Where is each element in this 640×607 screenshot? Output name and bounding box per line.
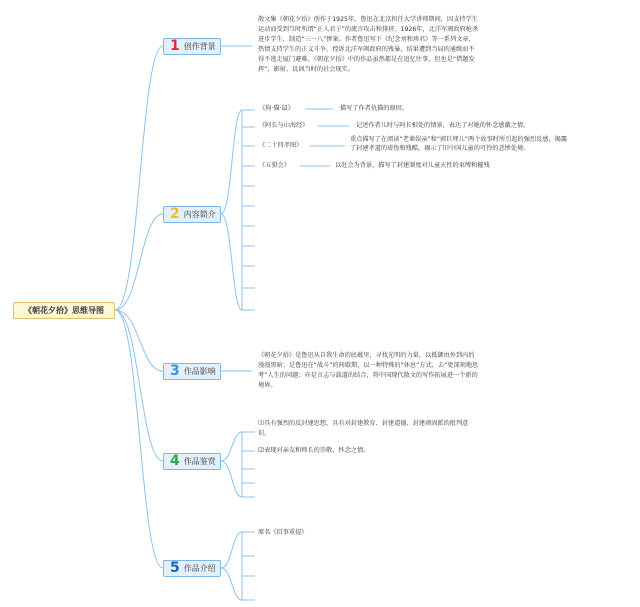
content-item-title: 《阿长与山海经》 [259,122,309,129]
branch-label: 作品鉴赏 [183,457,216,466]
content-item-desc: 记述作者儿时与阿长相处的情景，表达了对她的怀念感激之情。 [356,122,530,129]
introduction-item: 原名《旧事重提》 [258,529,308,536]
branch-number: 2 [170,206,180,222]
content-item-title: 《二十四孝图》 [259,142,303,149]
content-item-desc: 以赶会为背景，描写了封建制度对儿童天性的束缚和摧残 [335,162,490,169]
branch-node-work-introduction[interactable] [163,560,221,577]
work-influence-text: 《朝花夕拾》是鲁迅从自我生命的底蕴里，寻找光明的力量，以抵御由外到内的 漫漫黑暗；是鲁迅在“战斗”的间歇期，以一种特殊的“休息”方式，去“更深刻地思 考”人生的问题；亦是言志与载道的结合，将中国现代散文的写作拓展进一个新的 境界。 [258,352,479,389]
branch-node-work-appreciation[interactable] [163,453,221,470]
branch-number: 4 [170,453,180,469]
branch-label: 作品影响 [183,367,216,376]
content-item-desc: 重点描写了在阅读“老莱娱亲”和“郭巨埋儿”两个故事时所引起的强烈反感，揭露 了封建孝道的虚伪和残酷，揭示了旧中国儿童的可怜的悲惨处境。 [350,136,568,152]
appreciation-item: ⑴具有强烈的反封建思想，具有对封建教育、封建道德、封建顽固派的批判意 识。 [258,420,469,437]
branch-number: 5 [170,560,180,576]
root-title: 《朝花夕拾》思维导图 [24,306,104,315]
branch-label: 作品介绍 [183,564,216,573]
creation-background-text: 散文集《朝花夕拾》创作于1925年，鲁迅在北京担任大学讲师期间，因支持学生 运动而受到当时所谓“正人君子”的流言攻击和排挤。1926年，北洋军阀政府枪杀 进步学生，制造“三一八”惨案。作者鲁迅写下《纪念刘和珍君》等一系列文章， 热情支持学生的正义斗争，控诉北洋军阀政府的残暴，结果遭到当局的通缉而不 得不逃走厦门避难。《朝花夕拾》中的作品虽然都是在追忆往事，但也是“借题发 挥”，影射、讥讽当时的社会现实。 [258,16,479,73]
branch-node-creation-background[interactable] [163,38,221,55]
root-node[interactable] [13,302,115,319]
branch-label: 创作背景 [183,42,216,51]
branch-node-work-influence[interactable] [163,363,221,380]
appreciation-item: ⑵表现对亲友和师长的崇敬、怀念之情。 [258,447,370,454]
branch-number: 1 [170,38,180,54]
content-item-title: 《狗·猫·鼠》 [259,105,294,112]
branch-number: 3 [170,363,180,379]
content-item-title: 《五猖会》 [259,162,290,169]
content-item-desc: 描写了作者仇猫的原因。 [340,105,409,112]
branch-label: 内容简介 [183,210,216,219]
branch-node-content-summary[interactable] [163,206,221,223]
